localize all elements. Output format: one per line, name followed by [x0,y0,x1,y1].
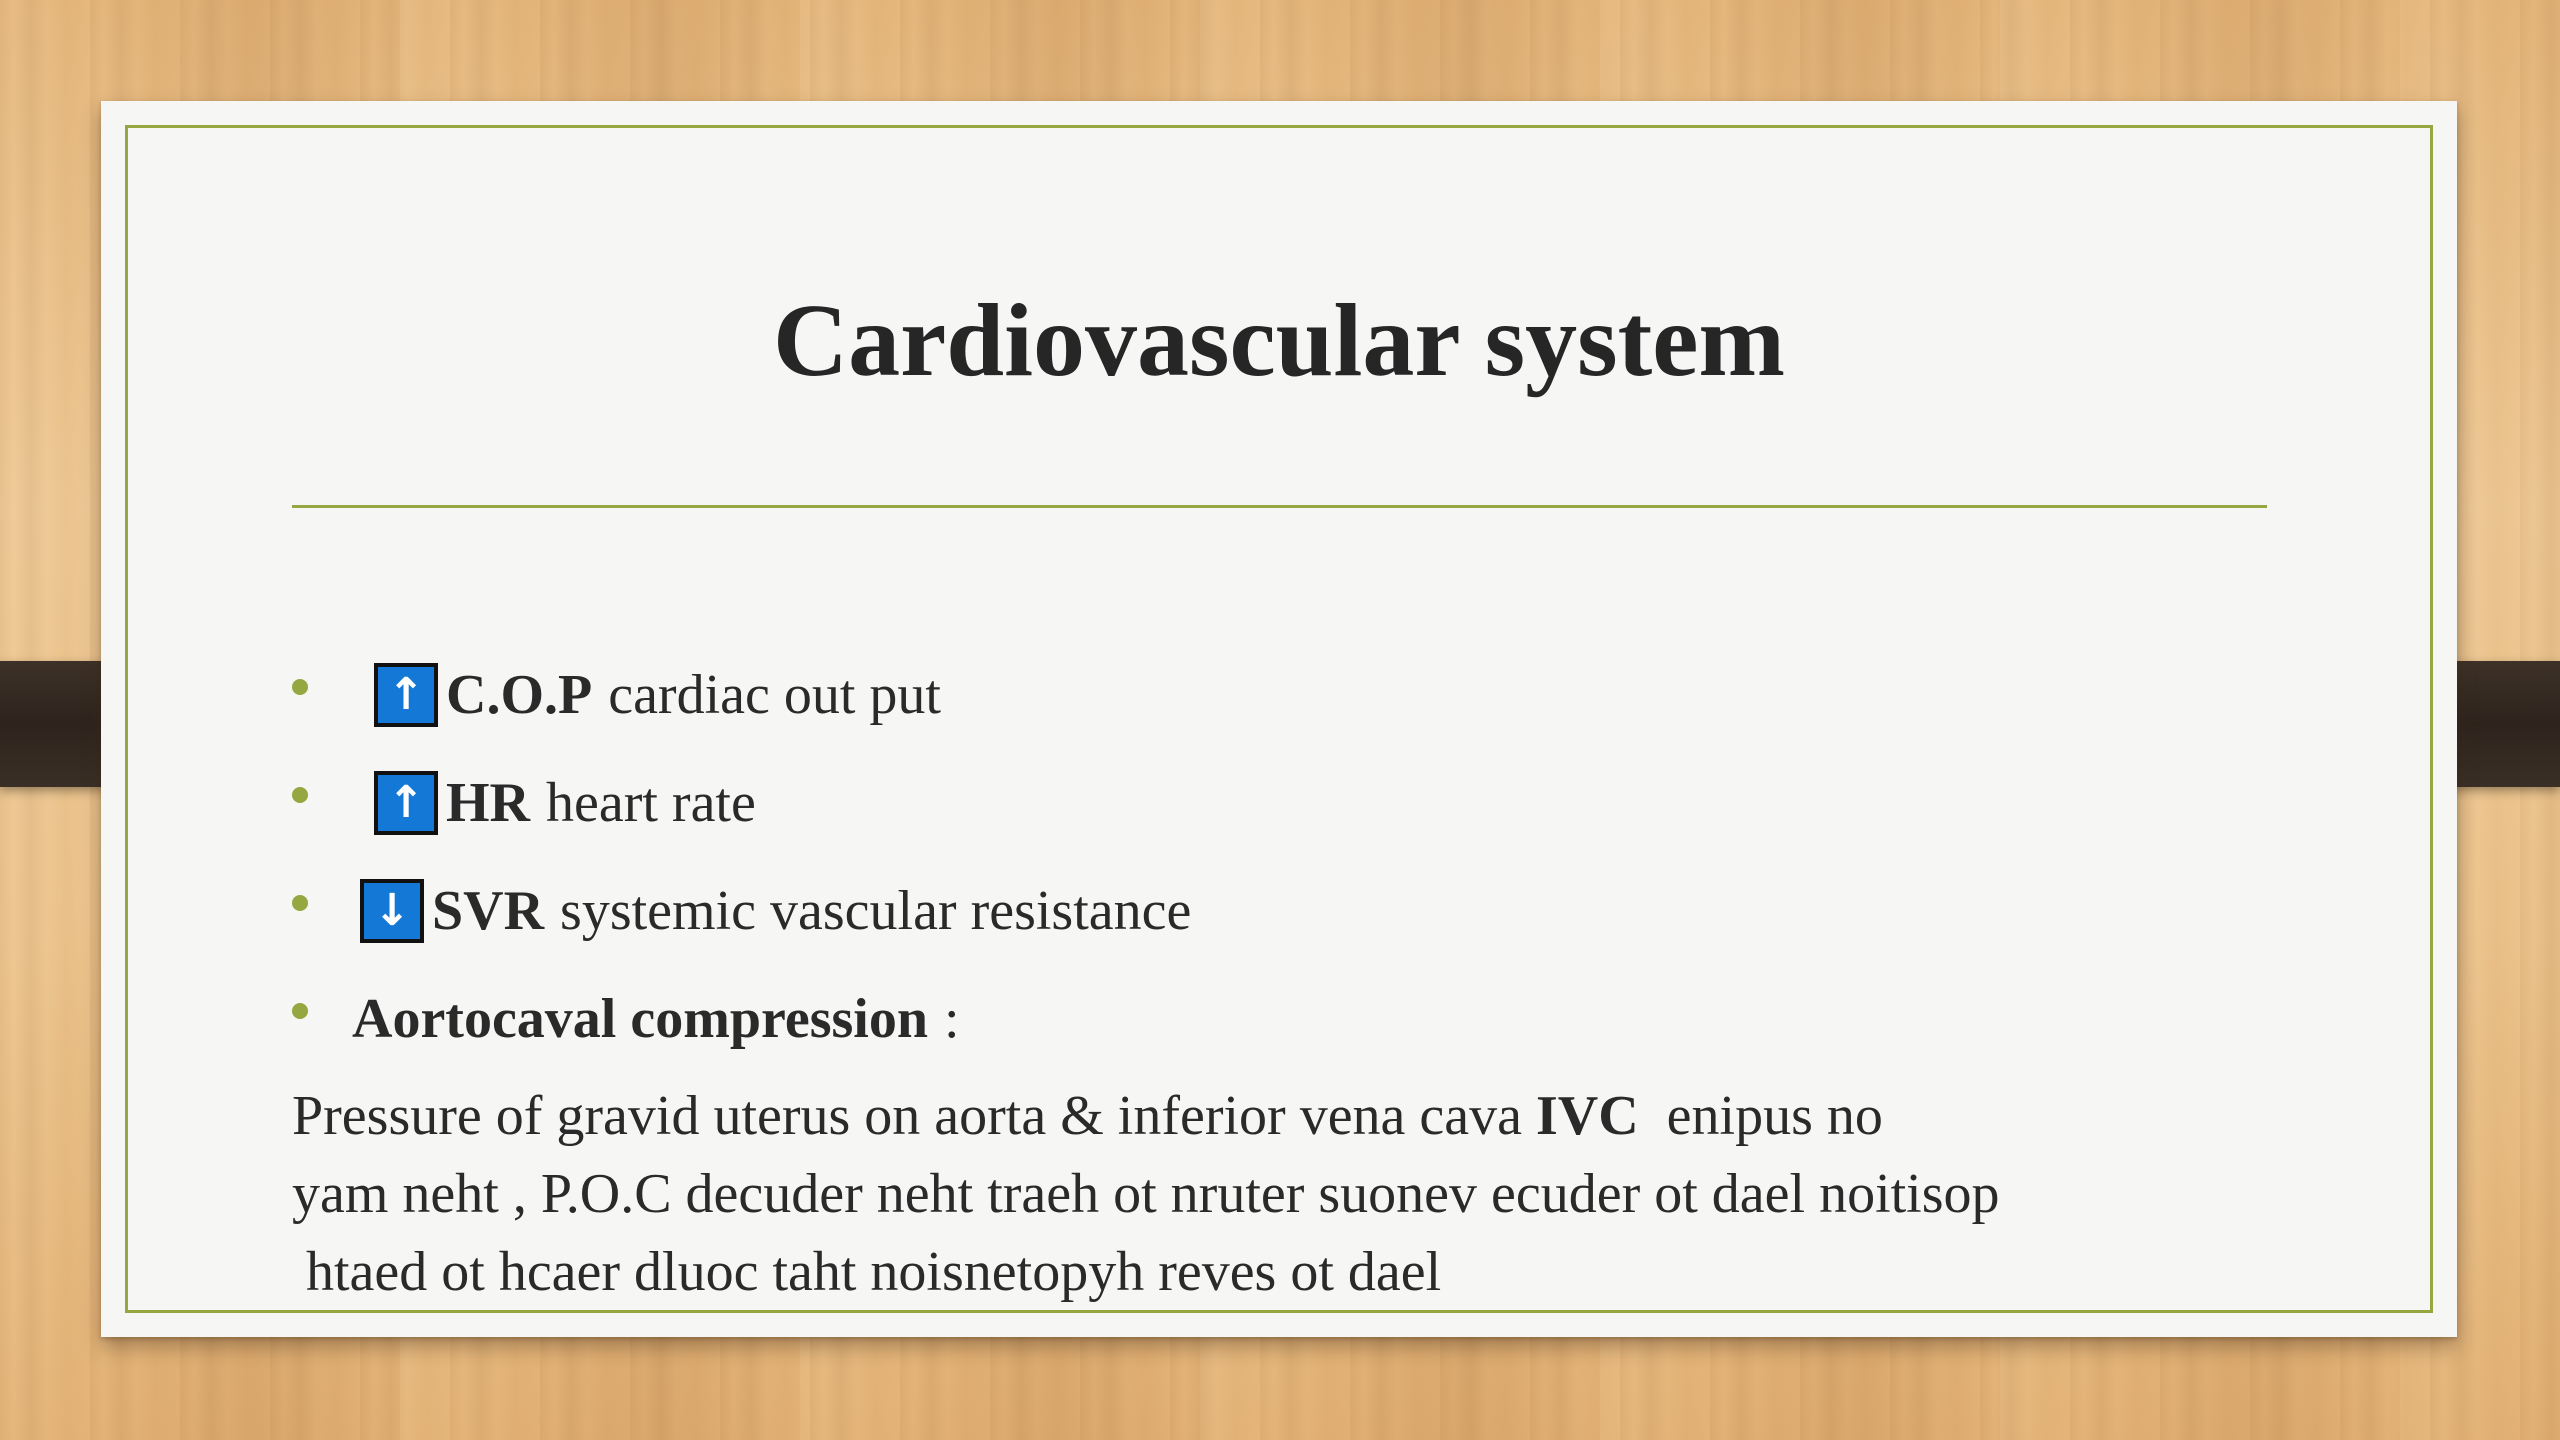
paragraph-line-1-end: enipus no [1638,1085,1883,1147]
bullet-dot [292,787,308,803]
bullet-dot [292,679,308,695]
bullet-abbr: C.O.P [446,664,593,726]
paragraph-ivc: IVC [1535,1085,1639,1147]
title-divider [292,505,2267,508]
bullet-svr [292,857,1191,965]
down-arrow-icon: ↓ [360,879,424,943]
up-arrow-icon: ↑ [374,663,438,727]
bullet-list [292,641,1191,1073]
slide-title: Cardiovascular system [772,283,1786,398]
slide [101,101,2457,1337]
up-arrow-icon: ↑ [374,771,438,835]
bullet-abbr: HR [446,772,530,834]
bullet-desc: systemic vascular resistance [560,880,1192,942]
bullet-dot [292,1003,308,1019]
bullet-hr [292,749,1191,857]
bullet-desc: cardiac out put [608,664,941,726]
bullet-heading: Aortocaval compression [352,988,928,1050]
bullet-cop [292,641,1191,749]
bullet-dot [292,895,308,911]
paragraph-line-1 [292,1077,2292,1155]
bullet-desc: heart rate [546,772,756,834]
bullet-abbr: SVR [432,880,545,942]
paragraph-line-3: htaed ot hcaer dluoc taht noisnetopyh reves ot dael [292,1241,1442,1303]
bullet-aortocaval [292,965,1191,1073]
aortocaval-paragraph [292,1077,2292,1311]
paragraph-line-1-start: Pressure of gravid uterus on aorta & inferior vena cava [292,1085,1536,1147]
paragraph-line-2: yam neht , P.O.C decuder neht traeh ot nruter suonev ecuder ot dael noitisop [292,1163,2000,1225]
bullet-heading-colon: : [944,988,960,1050]
